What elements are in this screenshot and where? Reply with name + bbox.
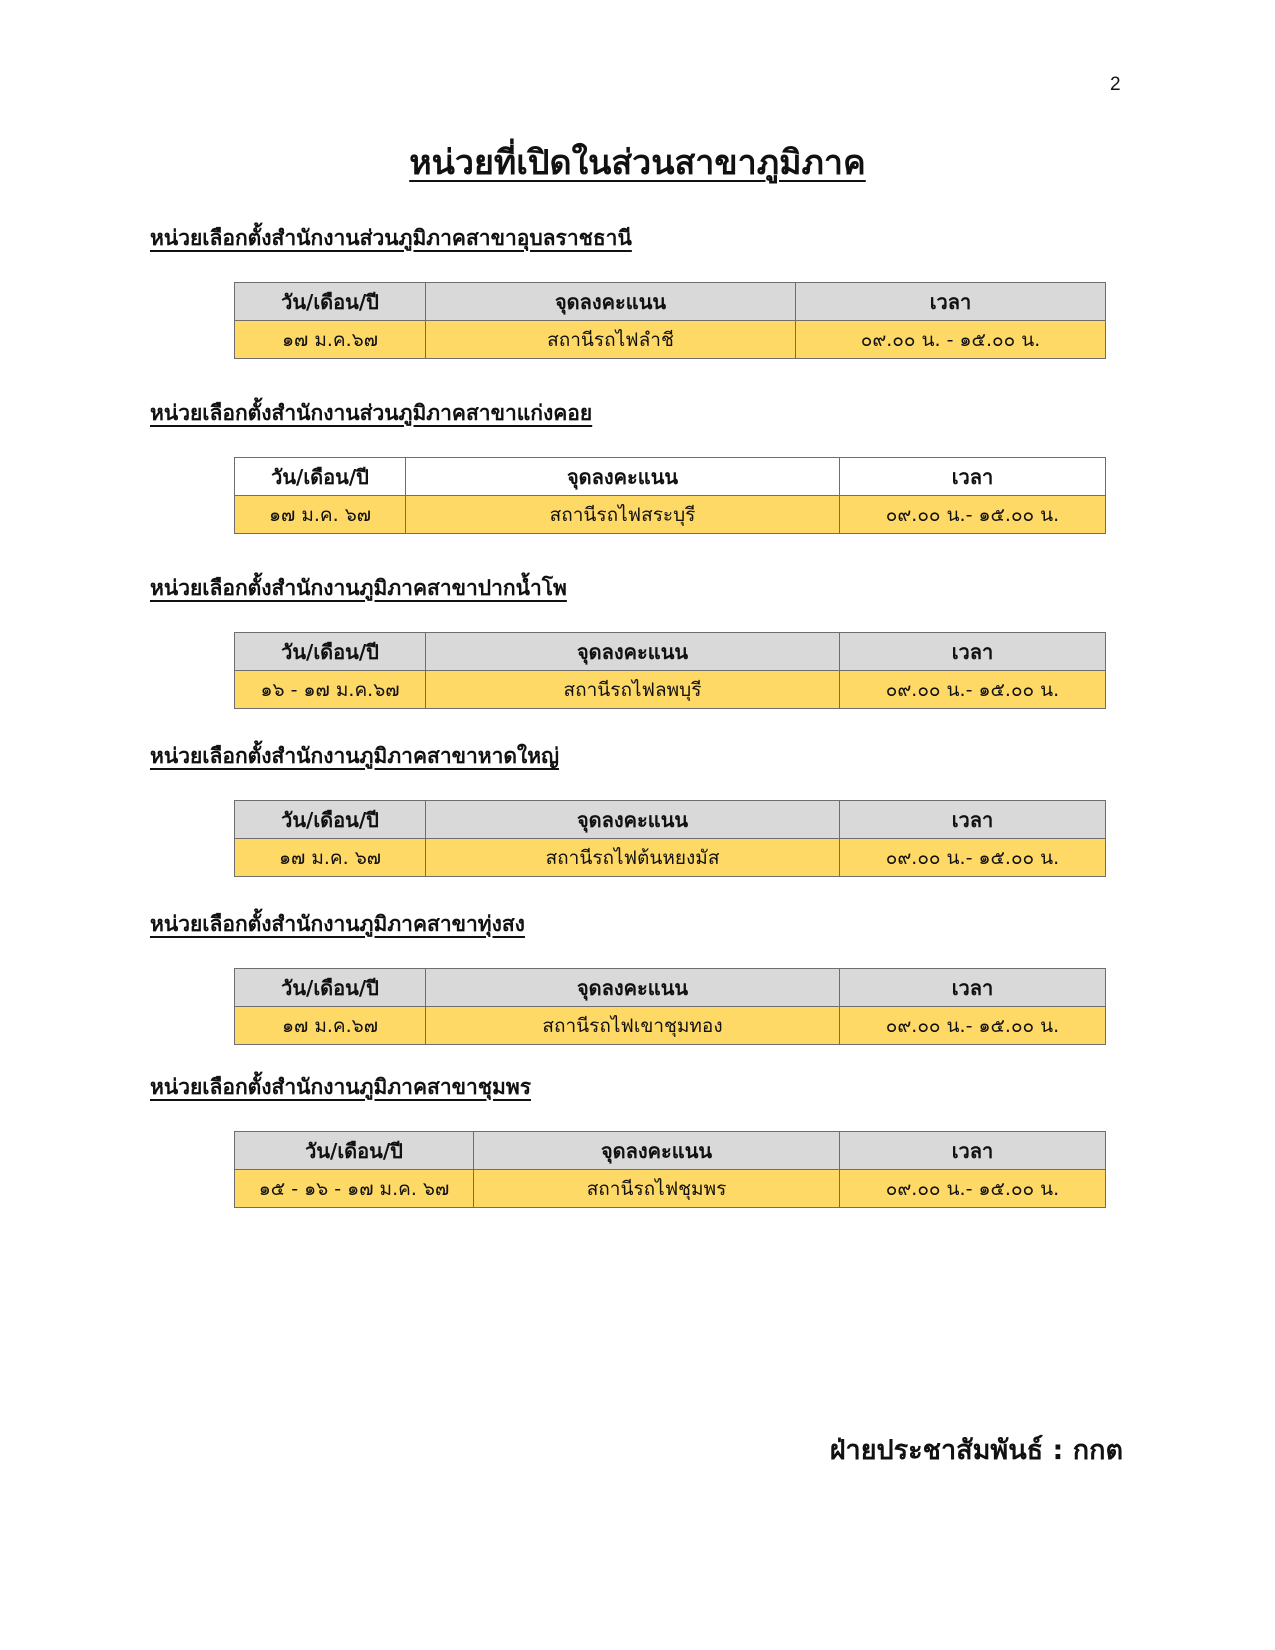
column-header-date: วัน/เดือน/ปี [235,801,426,839]
column-header-location: จุดลงคะแนน [474,1132,840,1170]
schedule-table-chumphon [234,1131,1106,1208]
table-row [235,321,1106,359]
column-header-date: วัน/เดือน/ปี [235,283,426,321]
table-header-row [235,969,1106,1007]
table-header-row [235,633,1106,671]
cell-date: ๑๖ - ๑๗ ม.ค.๖๗ [235,671,426,709]
column-header-time: เวลา [840,1132,1106,1170]
cell-date: ๑๗ ม.ค. ๖๗ [235,496,406,534]
column-header-location: จุดลงคะแนน [426,283,796,321]
footer-credit: ฝ่ายประชาสัมพันธ์ : กกต [829,1435,1123,1466]
cell-date: ๑๕ - ๑๖ - ๑๗ ม.ค. ๖๗ [235,1170,474,1208]
column-header-time: เวลา [840,969,1106,1007]
table-row [235,1007,1106,1045]
section-heading-pak-nam-pho: หน่วยเลือกตั้งสำนักงานภูมิภาคสาขาปากน้ำโพ [150,576,567,600]
page-number: 2 [1110,74,1121,95]
section-heading-hat-yai: หน่วยเลือกตั้งสำนักงานภูมิภาคสาขาหาดใหญ่ [150,744,560,768]
cell-time: ๐๙.๐๐ น.- ๑๕.๐๐ น. [840,1170,1106,1208]
column-header-date: วัน/เดือน/ปี [235,458,406,496]
cell-location: สถานีรถไฟลำชี [426,321,796,359]
table-row [235,1170,1106,1208]
schedule-table-ubon [234,282,1106,359]
cell-time: ๐๙.๐๐ น.- ๑๕.๐๐ น. [840,1007,1106,1045]
table-header-row [235,1132,1106,1170]
table-header-row [235,801,1106,839]
table-header-row [235,458,1106,496]
cell-time: ๐๙.๐๐ น.- ๑๕.๐๐ น. [840,839,1106,877]
column-header-time: เวลา [796,283,1106,321]
cell-date: ๑๗ ม.ค.๖๗ [235,1007,426,1045]
column-header-location: จุดลงคะแนน [426,801,840,839]
cell-date: ๑๗ ม.ค.๖๗ [235,321,426,359]
column-header-time: เวลา [840,801,1106,839]
table-header-row [235,283,1106,321]
column-header-date: วัน/เดือน/ปี [235,969,426,1007]
column-header-location: จุดลงคะแนน [426,969,840,1007]
table-row [235,671,1106,709]
section-heading-thung-song: หน่วยเลือกตั้งสำนักงานภูมิภาคสาขาทุ่งสง [150,912,525,936]
schedule-table-thung-song [234,968,1106,1045]
cell-time: ๐๙.๐๐ น.- ๑๕.๐๐ น. [840,496,1106,534]
cell-time: ๐๙.๐๐ น.- ๑๕.๐๐ น. [840,671,1106,709]
column-header-date: วัน/เดือน/ปี [235,1132,474,1170]
cell-location: สถานีรถไฟชุมพร [474,1170,840,1208]
cell-location: สถานีรถไฟต้นหยงมัส [426,839,840,877]
column-header-time: เวลา [840,633,1106,671]
section-heading-kaeng-khoi: หน่วยเลือกตั้งสำนักงานส่วนภูมิภาคสาขาแก่งคอย [150,401,593,425]
table-row [235,496,1106,534]
section-heading-chumphon: หน่วยเลือกตั้งสำนักงานภูมิภาคสาขาชุมพร [150,1075,531,1099]
table-row [235,839,1106,877]
cell-location: สถานีรถไฟลพบุรี [426,671,840,709]
column-header-location: จุดลงคะแนน [426,633,840,671]
schedule-table-hat-yai [234,800,1106,877]
column-header-time: เวลา [840,458,1106,496]
cell-date: ๑๗ ม.ค. ๖๗ [235,839,426,877]
schedule-table-kaeng-khoi [234,457,1106,534]
cell-location: สถานีรถไฟสระบุรี [406,496,840,534]
schedule-table-pak-nam-pho [234,632,1106,709]
page-title: หน่วยที่เปิดในส่วนสาขาภูมิภาค [409,143,866,183]
cell-time: ๐๙.๐๐ น. - ๑๕.๐๐ น. [796,321,1106,359]
column-header-location: จุดลงคะแนน [406,458,840,496]
section-heading-ubon: หน่วยเลือกตั้งสำนักงานส่วนภูมิภาคสาขาอุบลราชธานี [150,226,632,250]
column-header-date: วัน/เดือน/ปี [235,633,426,671]
cell-location: สถานีรถไฟเขาชุมทอง [426,1007,840,1045]
